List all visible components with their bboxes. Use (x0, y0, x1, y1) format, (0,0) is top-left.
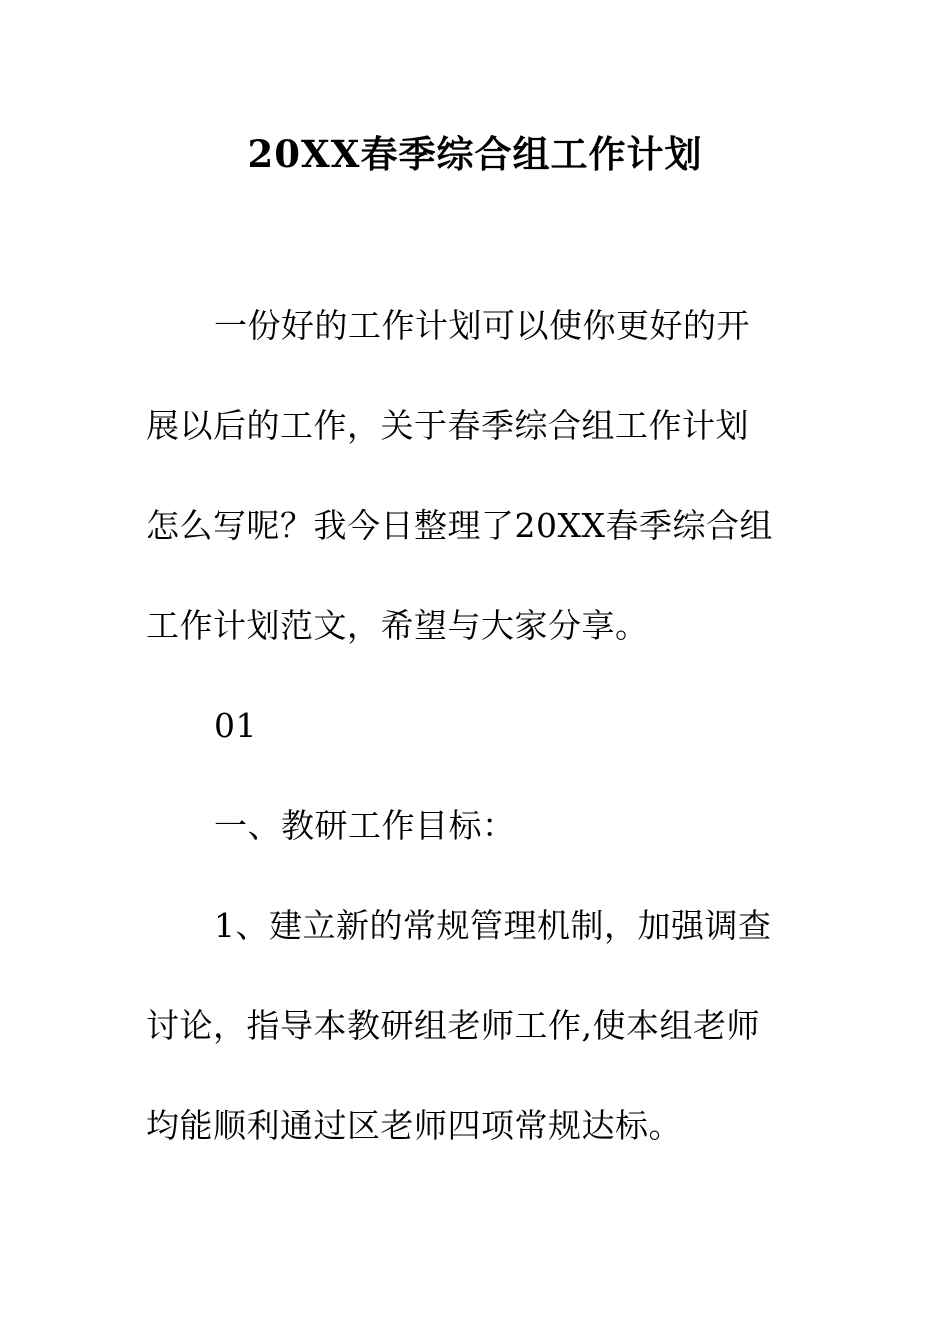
section-heading: 一、教研工作目标： (214, 806, 516, 845)
document-title: 20XX春季综合组工作计划 (247, 132, 703, 176)
paragraph-1-line-1: 一份好的工作计划可以使你更好的开 (214, 306, 750, 345)
paragraph-2-line-2: 讨论，指导本教研组老师工作,使本组老师 (146, 1006, 760, 1045)
paragraph-1-line-2: 展以后的工作，关于春季综合组工作计划 (146, 406, 749, 445)
paragraph-1-line-3: 怎么写呢？我今日整理了20XX春季综合组 (146, 506, 773, 545)
paragraph-2-line-3: 均能顺利通过区老师四项常规达标。 (146, 1106, 682, 1145)
section-number: 01 (214, 706, 257, 745)
paragraph-1-line-4: 工作计划范文，希望与大家分享。 (146, 606, 649, 645)
paragraph-2-line-1: 1、建立新的常规管理机制，加强调查 (214, 906, 772, 945)
